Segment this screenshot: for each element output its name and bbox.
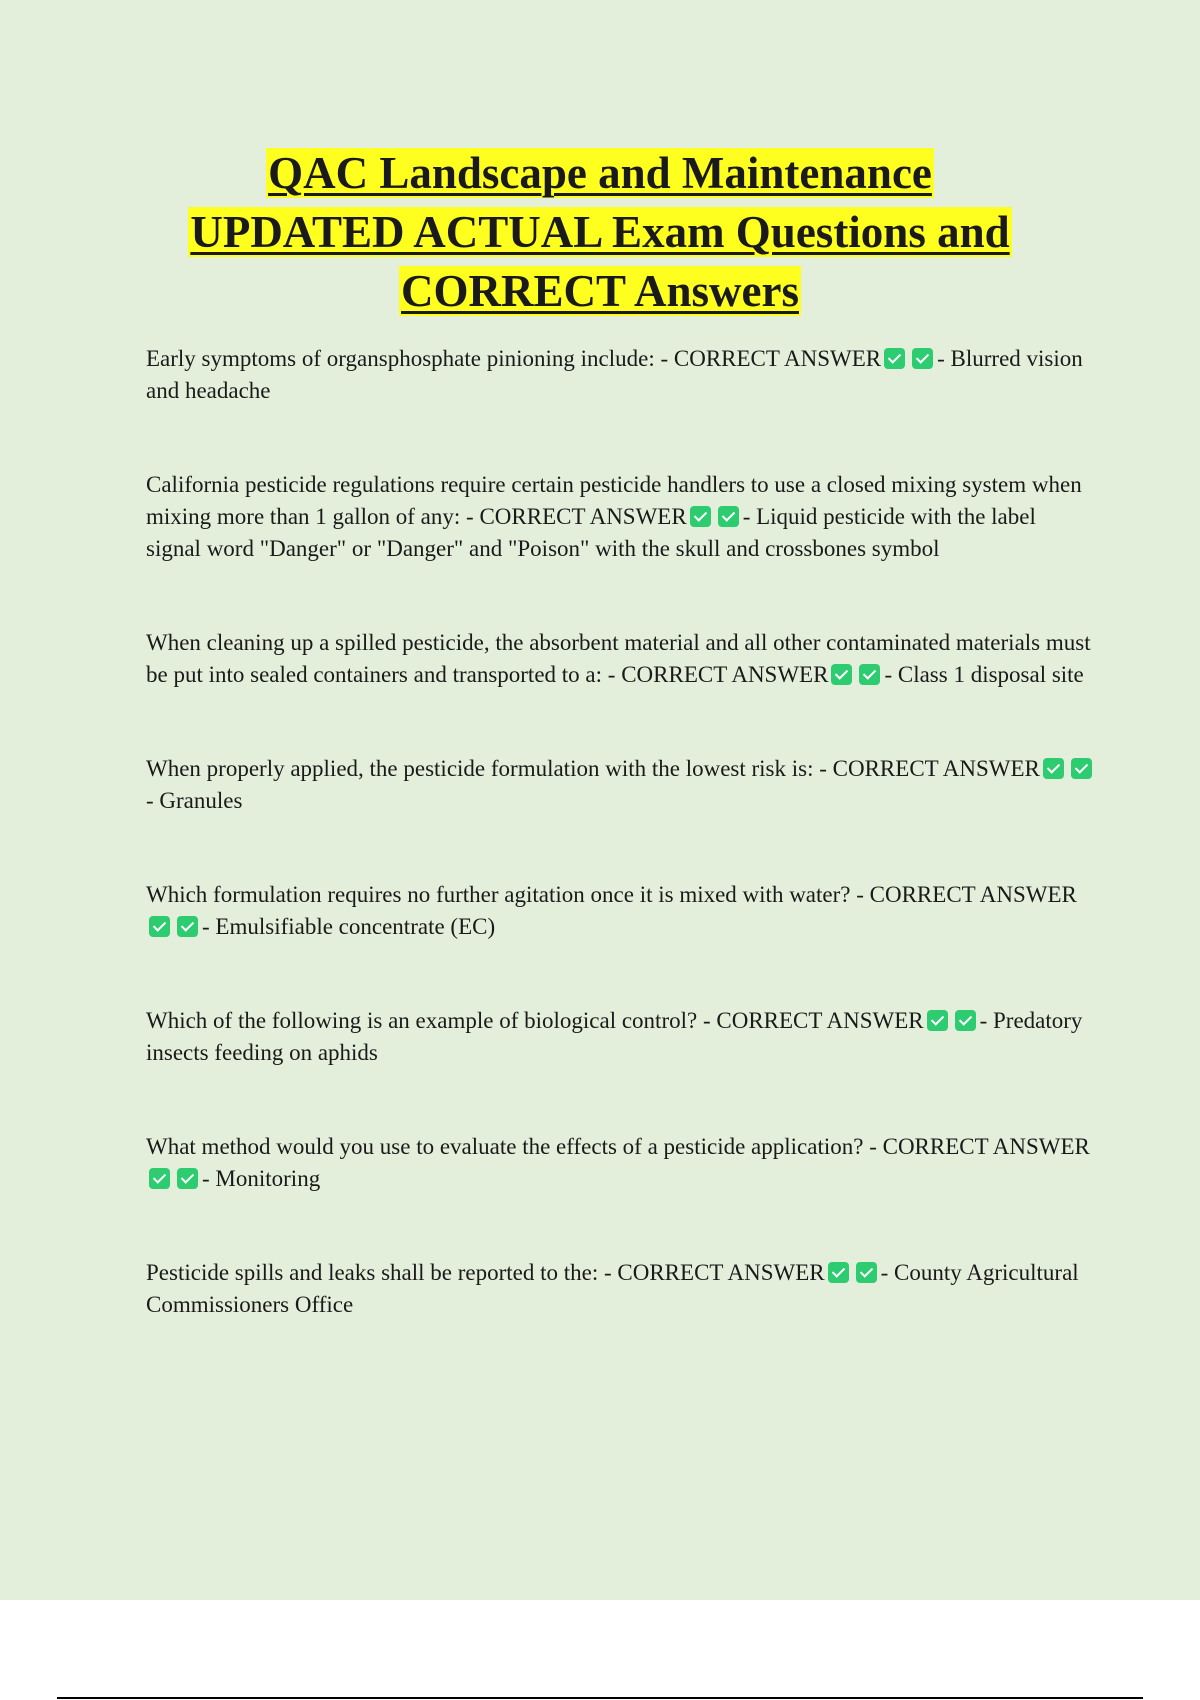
check-box-icon (859, 664, 880, 685)
question-text: Which formulation requires no further agitation once it is mixed with water? (146, 882, 851, 907)
qa-item (146, 1131, 1096, 1195)
question-text: When cleaning up a spilled pesticide, the absorbent material and all other contaminated materials must be put into sealed containers and transported to a: (146, 630, 1091, 687)
question-answer-list (146, 343, 1096, 1321)
title-line: CORRECT Answers (401, 266, 799, 316)
check-box-icon (177, 1168, 198, 1189)
qa-item (146, 343, 1096, 407)
answer-marker: - CORRECT ANSWER (603, 1260, 825, 1285)
document-title (60, 144, 1140, 321)
answer-text: - Predatory insects feeding on aphids (146, 1008, 1083, 1065)
qa-item (146, 627, 1096, 691)
answer-text: - Liquid pesticide with the label signal word "Danger" or "Danger" and "Poison" with the skull and crossbones symbol (146, 504, 1036, 561)
qa-item (146, 753, 1096, 817)
check-box-icon (912, 348, 933, 369)
answer-marker: - CORRECT ANSWER (856, 882, 1077, 907)
answer-text: - County Agricultural Commissioners Office (146, 1260, 1079, 1317)
check-box-icon (856, 1262, 877, 1283)
check-box-icon (884, 348, 905, 369)
check-box-icon (955, 1010, 976, 1031)
question-text: Pesticide spills and leaks shall be reported to the: (146, 1260, 599, 1285)
answer-text: - Blurred vision and headache (146, 346, 1083, 403)
check-box-icon (149, 916, 170, 937)
title-line: UPDATED ACTUAL Exam Questions and (190, 207, 1010, 257)
answer-marker: - CORRECT ANSWER (607, 662, 829, 687)
answer-marker: - CORRECT ANSWER (869, 1134, 1090, 1159)
check-box-icon (1043, 758, 1064, 779)
answer-marker: - CORRECT ANSWER (702, 1008, 924, 1033)
question-text: What method would you use to evaluate the effects of a pesticide application? (146, 1134, 864, 1159)
answer-text: - Emulsifiable concentrate (EC) (202, 914, 496, 939)
answer-text: - Granules (146, 788, 243, 813)
answer-marker: - CORRECT ANSWER (819, 756, 1040, 781)
check-box-icon (831, 664, 852, 685)
footer-divider (57, 1697, 1143, 1699)
question-text: Which of the following is an example of biological control? (146, 1008, 698, 1033)
check-box-icon (1071, 758, 1092, 779)
title-line: QAC Landscape and Maintenance (268, 148, 932, 198)
answer-text: - Class 1 disposal site (884, 662, 1084, 687)
qa-item (146, 469, 1096, 565)
question-text: Early symptoms of organsphosphate pinioning include: (146, 346, 655, 371)
qa-item (146, 1257, 1096, 1321)
check-box-icon (828, 1262, 849, 1283)
check-box-icon (718, 506, 739, 527)
qa-item (146, 879, 1096, 943)
answer-text: - Monitoring (202, 1166, 321, 1191)
question-text: When properly applied, the pesticide formulation with the lowest risk is: (146, 756, 814, 781)
check-box-icon (927, 1010, 948, 1031)
answer-marker: - CORRECT ANSWER (466, 504, 687, 529)
question-text: California pesticide regulations require certain pesticide handlers to use a closed mixing system when mixing more than 1 gallon of any: (146, 472, 1082, 529)
check-box-icon (149, 1168, 170, 1189)
check-box-icon (690, 506, 711, 527)
qa-item (146, 1005, 1096, 1069)
check-box-icon (177, 916, 198, 937)
answer-marker: - CORRECT ANSWER (660, 346, 882, 371)
